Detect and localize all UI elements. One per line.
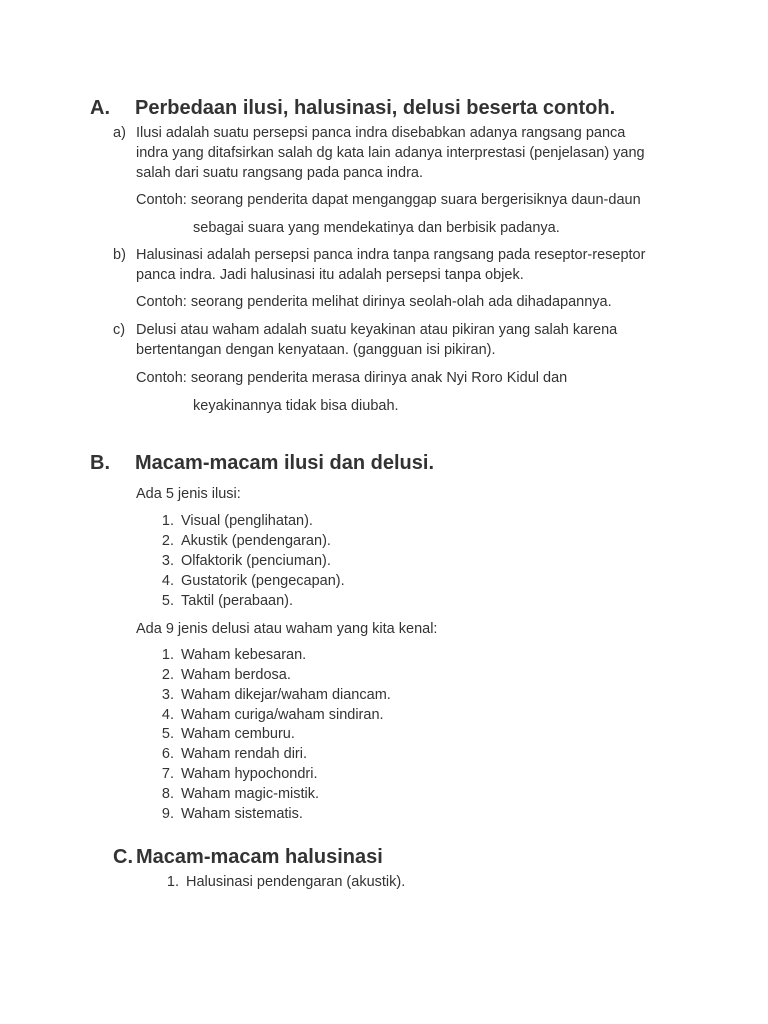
section-a-heading: [90, 97, 615, 120]
list-number: 1.: [166, 874, 179, 890]
list-item: [150, 784, 319, 804]
section-c-title: Macam-macam halusinasi: [136, 846, 383, 868]
list-item: [150, 551, 331, 571]
list-item: [150, 665, 291, 685]
list-text: Waham dikejar/waham diancam.: [181, 687, 391, 703]
item-c-line-2: bertentangan dengan kenyataan. (gangguan isi pikiran).: [136, 342, 496, 358]
ilusi-intro: Ada 5 jenis ilusi:: [136, 486, 241, 502]
section-a-title: Perbedaan ilusi, halusinasi, delusi beserta contoh.: [135, 97, 616, 119]
item-a-line-1: Ilusi adalah suatu persepsi panca indra disebabkan adanya rangsang panca: [136, 125, 626, 141]
list-item: [150, 764, 317, 784]
item-b-line-2: panca indra. Jadi halusinasi itu adalah persepsi tanpa objek.: [136, 267, 524, 283]
list-item: [150, 724, 295, 744]
list-number: 6.: [161, 746, 174, 762]
item-c-line-1: Delusi atau waham adalah suatu keyakinan atau pikiran yang salah karena: [136, 322, 618, 338]
list-item: [150, 511, 313, 531]
list-text: Waham cemburu.: [181, 726, 295, 742]
list-item: [150, 531, 331, 551]
list-number: 3.: [161, 553, 174, 569]
list-number: 9.: [161, 806, 174, 822]
item-c-example-2: keyakinannya tidak bisa diubah.: [193, 398, 399, 414]
item-c-marker: c): [113, 322, 126, 338]
list-text: Visual (penglihatan).: [181, 513, 313, 529]
item-c-example-1: Contoh: seorang penderita merasa dirinya anak Nyi Roro Kidul dan: [136, 370, 568, 386]
item-a-example-1: Contoh: seorang penderita dapat menganggap suara bergerisiknya daun-daun: [136, 192, 641, 208]
list-text: Waham curiga/waham sindiran.: [181, 707, 384, 723]
section-b-heading: [90, 452, 434, 475]
list-number: 1.: [161, 647, 174, 663]
list-text: Akustik (pendengaran).: [181, 533, 331, 549]
list-text: Waham berdosa.: [181, 667, 291, 683]
list-item: [155, 872, 405, 892]
section-c-letter: C.: [113, 846, 133, 868]
list-item: [150, 591, 293, 611]
list-item: [150, 685, 391, 705]
list-text: Halusinasi pendengaran (akustik).: [186, 874, 406, 890]
section-a-letter: A.: [90, 97, 110, 119]
list-item: [150, 744, 307, 764]
list-number: 2.: [161, 533, 174, 549]
list-text: Taktil (perabaan).: [181, 593, 294, 609]
list-number: 1.: [161, 513, 174, 529]
list-number: 7.: [161, 766, 174, 782]
list-item: [150, 645, 306, 665]
item-a-line-3: salah dari suatu rangsang pada panca indra.: [136, 165, 423, 181]
list-text: Olfaktorik (penciuman).: [181, 553, 331, 569]
list-number: 5.: [161, 726, 174, 742]
section-c-heading: [113, 846, 383, 869]
list-number: 2.: [161, 667, 174, 683]
item-b-marker: b): [113, 247, 126, 263]
list-number: 3.: [161, 687, 174, 703]
list-item: [150, 804, 303, 824]
item-a-marker: a): [113, 125, 126, 141]
list-number: 4.: [161, 707, 174, 723]
item-b-example-1: Contoh: seorang penderita melihat dirinya seolah-olah ada dihadapannya.: [136, 294, 612, 310]
list-text: Waham magic-mistik.: [181, 786, 320, 802]
list-number: 8.: [161, 786, 174, 802]
list-text: Waham sistematis.: [181, 806, 303, 822]
item-a-line-2: indra yang ditafsirkan salah dg kata lain adanya interprestasi (penjelasan) yang: [136, 145, 645, 161]
item-b-line-1: Halusinasi adalah persepsi panca indra tanpa rangsang pada reseptor-reseptor: [136, 247, 646, 263]
list-text: Gustatorik (pengecapan).: [181, 573, 345, 589]
list-text: Waham kebesaran.: [181, 647, 307, 663]
list-item: [150, 571, 345, 591]
delusi-intro: Ada 9 jenis delusi atau waham yang kita kenal:: [136, 621, 438, 637]
list-number: 4.: [161, 573, 174, 589]
list-number: 5.: [161, 593, 174, 609]
list-item: [150, 705, 384, 725]
section-b-letter: B.: [90, 452, 110, 474]
item-a-example-2: sebagai suara yang mendekatinya dan berbisik padanya.: [193, 220, 560, 236]
section-b-title: Macam-macam ilusi dan delusi.: [135, 452, 434, 474]
list-text: Waham hypochondri.: [181, 766, 318, 782]
list-text: Waham rendah diri.: [181, 746, 307, 762]
